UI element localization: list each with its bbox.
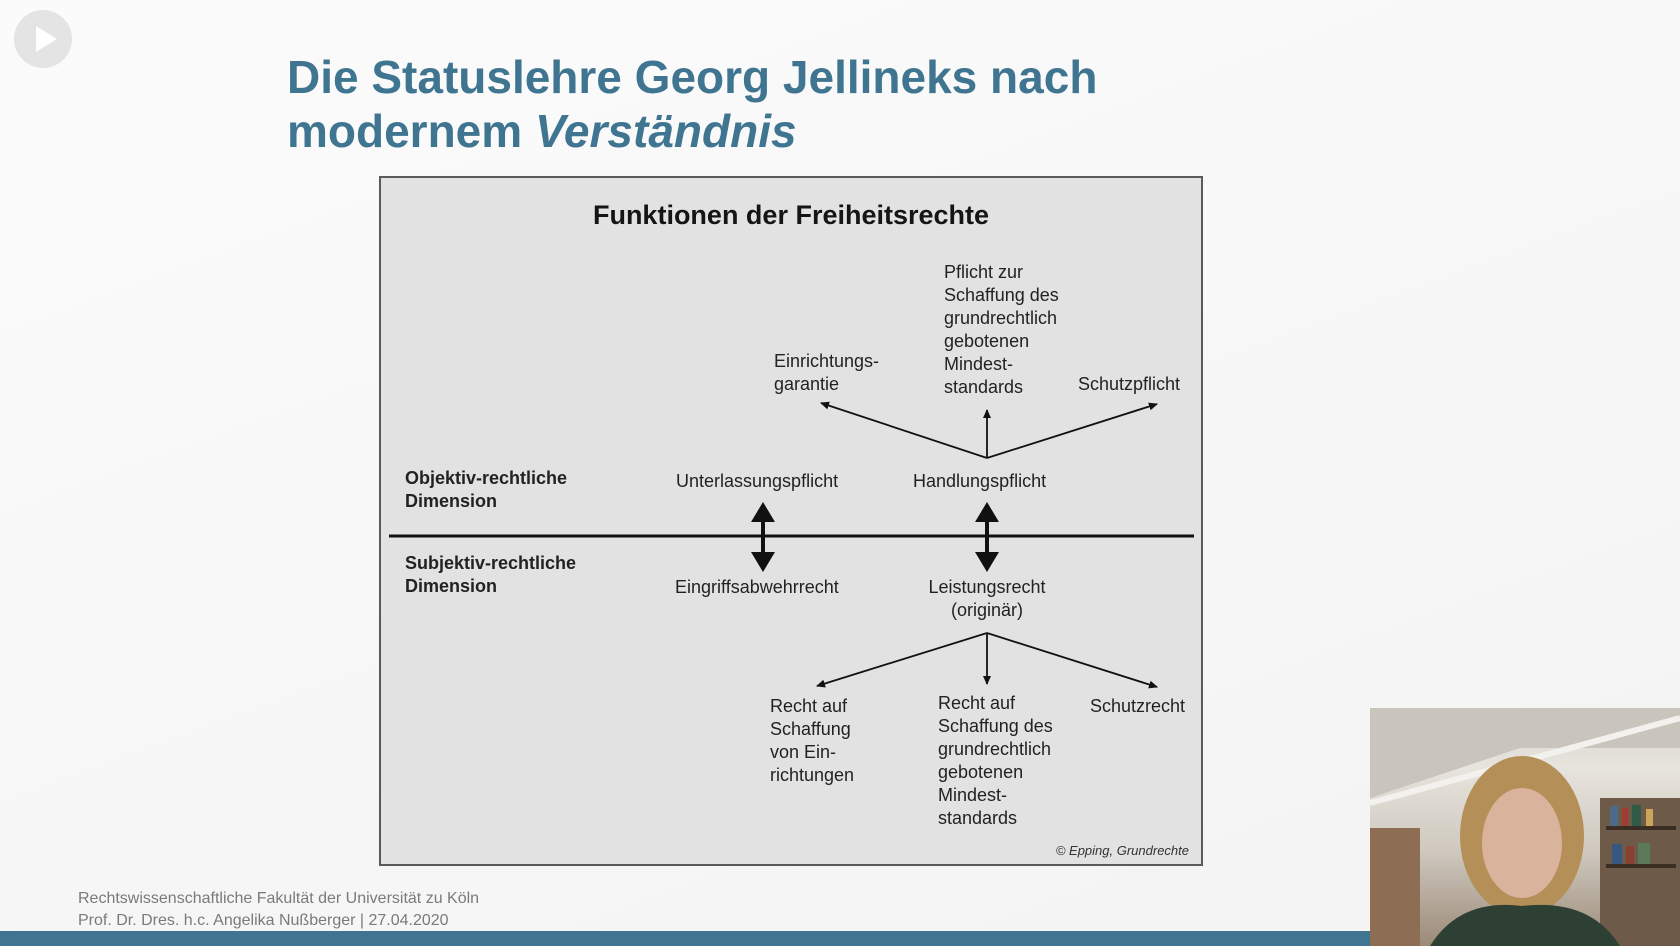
label-objective-dimension: Objektiv-rechtliche Dimension bbox=[405, 468, 568, 511]
play-button[interactable] bbox=[14, 10, 72, 68]
title-line-2-regular: modernem bbox=[287, 105, 535, 157]
footer-author-date: Prof. Dr. Dres. h.c. Angelika Nußberger | 27.04.2020 bbox=[78, 912, 449, 929]
play-icon bbox=[14, 10, 72, 68]
webcam-video[interactable] bbox=[1370, 708, 1680, 946]
webcam-scene bbox=[1370, 708, 1680, 946]
slide-footer bbox=[78, 888, 479, 932]
branch-einrichtungsgarantie: Einrichtungs- garantie bbox=[774, 351, 880, 394]
branch-pflicht-mindeststandards: Pflicht zur Schaffung des grundrechtlich gebotenen Mindest- standards bbox=[944, 262, 1059, 397]
title-line-2 bbox=[287, 104, 1187, 158]
branch-recht-mindeststandards: Recht auf Schaffung des grundrechtlich gebotenen Mindest- standards bbox=[938, 693, 1053, 828]
branch-schutzpflicht: Schutzpflicht bbox=[1078, 374, 1181, 394]
item-eingriffsabwehrrecht: Eingriffsabwehrrecht bbox=[675, 577, 839, 597]
item-unterlassungspflicht: Unterlassungspflicht bbox=[676, 471, 839, 491]
figure-copyright: © Epping, Grundrechte bbox=[1055, 843, 1189, 858]
item-handlungspflicht: Handlungspflicht bbox=[913, 471, 1047, 491]
title-line-1: Die Statuslehre Georg Jellineks nach bbox=[287, 51, 1098, 103]
figure-heading: Funktionen der Freiheitsrechte bbox=[592, 200, 990, 230]
top-branch-arrows bbox=[821, 403, 1157, 458]
bottom-branch-arrows bbox=[817, 633, 1157, 687]
item-leistungsrecht: Leistungsrecht (originär) bbox=[928, 577, 1046, 620]
branch-recht-einrichtungen: Recht auf Schaffung von Ein- richtungen bbox=[770, 696, 855, 785]
label-subjective-dimension: Subjektiv-rechtliche Dimension bbox=[405, 553, 577, 596]
footer-faculty: Rechtswissenschaftliche Fakultät der Universität zu Köln bbox=[78, 890, 480, 907]
slide-title bbox=[287, 50, 1187, 158]
branch-schutzrecht: Schutzrecht bbox=[1090, 696, 1186, 716]
title-line-2-italic: Verständnis bbox=[534, 105, 797, 157]
diagram-figure bbox=[379, 176, 1203, 866]
